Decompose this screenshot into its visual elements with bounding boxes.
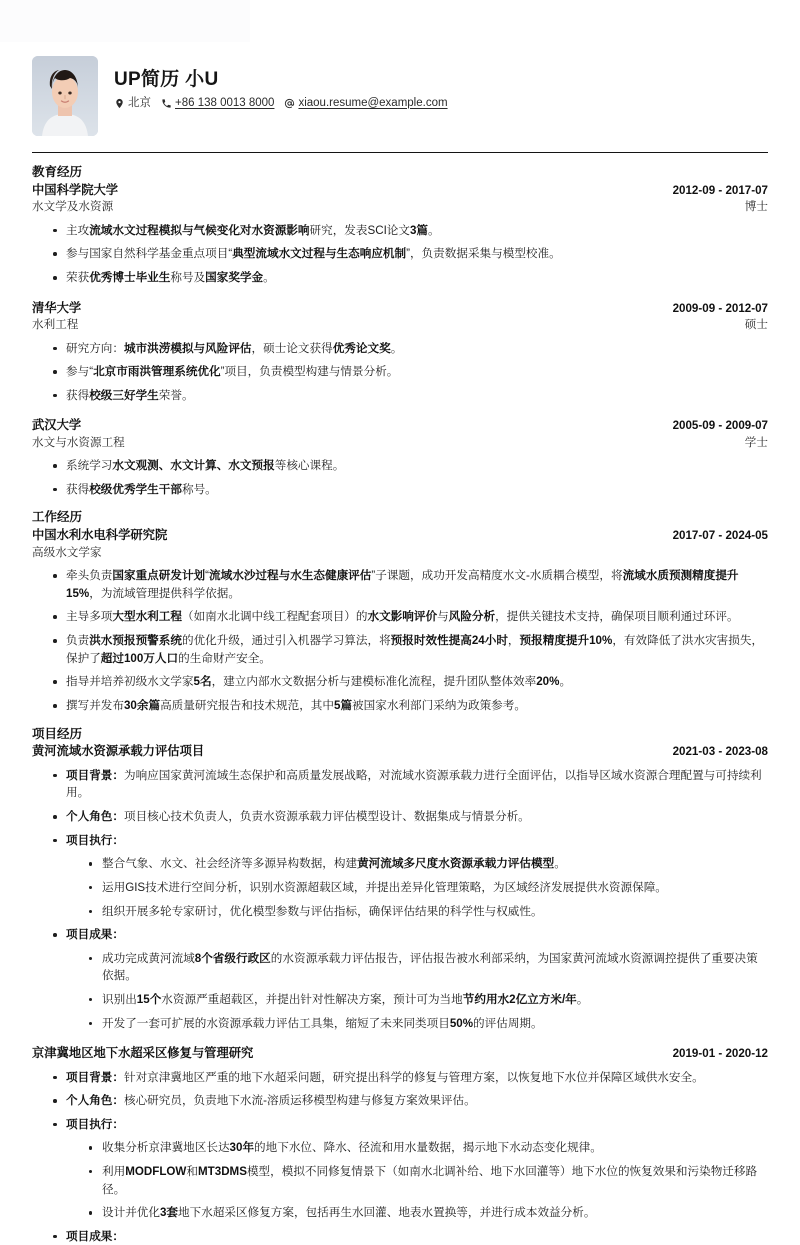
sub-bullet-list — [66, 950, 768, 1032]
entry-major: 水文与水资源工程 — [32, 435, 125, 449]
contact-location-text: 北京 — [128, 96, 151, 109]
entry-organization: 黄河流域水资源承载力评估项目 — [32, 744, 205, 759]
phone-icon — [161, 98, 172, 109]
location-pin-icon — [114, 98, 125, 109]
entry-period: 2019-01 - 2020-12 — [672, 1047, 768, 1061]
entry-degree: 博士 — [744, 200, 768, 214]
bullet-item: 个人角色：项目核心技术负责人，负责水资源承载力评估模型设计、数据集成与情景分析。 — [50, 808, 768, 826]
entry-header-row — [32, 527, 768, 544]
bullet-item: 获得校级优秀学生干部称号。 — [50, 481, 768, 499]
entry-major: 高级水文学家 — [32, 545, 102, 559]
resume-entry — [32, 743, 768, 1032]
resume-section — [32, 164, 768, 498]
resume-entry — [32, 1045, 768, 1245]
entry-bullet-list — [32, 457, 768, 498]
resume-entry — [32, 417, 768, 498]
sub-bullet-item: 整合气象、水文、社会经济等多源异构数据，构建黄河流域多尺度水资源承载力评估模型。 — [86, 855, 768, 873]
contact-email[interactable] — [284, 98, 447, 110]
resume-section — [32, 509, 768, 714]
sub-bullet-list — [66, 855, 768, 920]
entry-header-row — [32, 743, 768, 760]
bullet-group-label: 项目成果： — [66, 928, 124, 942]
entry-header-row — [32, 1045, 768, 1062]
bullet-item: 系统学习水文观测、水文计算、水文预报等核心课程。 — [50, 457, 768, 475]
page-top-band — [0, 0, 250, 42]
bullet-item: 荣获优秀博士毕业生称号及国家奖学金。 — [50, 269, 768, 287]
sub-bullet-item: 开发了一套可扩展的水资源承载力评估工具集，缩短了未来同类项目50%的评估周期。 — [86, 1015, 768, 1033]
entry-organization: 京津冀地区地下水超采区修复与管理研究 — [32, 1046, 254, 1061]
entry-period: 2012-09 - 2017-07 — [672, 183, 768, 197]
identity-block — [114, 56, 453, 109]
entry-organization: 中国科学院大学 — [32, 182, 119, 197]
sub-bullet-item: 利用MODFLOW和MT3DMS模型，模拟不同修复情景下（如南水北调补给、地下水回灌等）地下水位的恢复效果和污染物迁移路径。 — [86, 1163, 768, 1198]
entry-degree: 硕士 — [744, 318, 768, 332]
entry-major: 水文学及水资源 — [32, 200, 114, 214]
bullet-group — [50, 832, 768, 920]
contact-phone[interactable] — [161, 98, 274, 110]
entry-bullet-list — [32, 567, 768, 714]
avatar — [32, 56, 98, 136]
sub-bullet-item: 设计并优化3套地下水超采区修复方案，包括再生水回灌、地表水置换等，并进行成本效益分析。 — [86, 1204, 768, 1222]
entry-bullet-list — [32, 222, 768, 287]
entry-header-row — [32, 417, 768, 434]
bullet-item: 主攻流域水文过程模拟与气候变化对水资源影响研究，发表SCI论文3篇。 — [50, 222, 768, 240]
bullet-group — [50, 1228, 768, 1245]
entry-organization: 清华大学 — [32, 300, 82, 315]
entry-organization: 武汉大学 — [32, 418, 82, 433]
entry-period: 2017-07 - 2024-05 — [672, 529, 768, 543]
sub-bullet-item: 识别出15个水资源严重超载区，并提出针对性解决方案，预计可为当地节约用水2亿立方米/年。 — [86, 991, 768, 1009]
entry-bullet-list — [32, 767, 768, 1032]
entry-subtitle-row — [32, 317, 768, 333]
bullet-item: 撰写并发布30余篇高质量研究报告和技术规范，其中5篇被国家水利部门采纳为政策参考。 — [50, 697, 768, 715]
entry-header-row — [32, 300, 768, 317]
sub-bullet-item: 运用GIS技术进行空间分析，识别水资源超载区域，并提出差异化管理策略，为区域经济发展提供水资源保障。 — [86, 879, 768, 897]
sub-bullet-item: 收集分析京津冀地区长达30年的地下水位、降水、径流和用水量数据，揭示地下水动态变化规律。 — [86, 1139, 768, 1157]
contact-phone-text[interactable]: +86 138 0013 8000 — [175, 96, 275, 109]
sub-bullet-item: 成功完成黄河流域8个省级行政区的水资源承载力评估报告，评估报告被水利部采纳，为国家黄河流域水资源调控提供了重要决策依据。 — [86, 950, 768, 985]
bullet-group — [50, 926, 768, 1032]
bullet-group-label: 项目执行： — [66, 833, 124, 847]
sub-bullet-list — [66, 1139, 768, 1221]
bullet-group-label: 项目执行： — [66, 1117, 124, 1131]
entry-subtitle-row — [32, 199, 768, 215]
resume-entry — [32, 300, 768, 405]
entry-degree: 学士 — [744, 435, 768, 449]
entry-period: 2009-09 - 2012-07 — [672, 301, 768, 315]
bullet-item: 个人角色：核心研究员，负责地下水流-溶质运移模型构建与修复方案效果评估。 — [50, 1092, 768, 1110]
bullet-item: 主导多项大型水利工程（如南水北调中线工程配套项目）的水文影响评价与风险分析，提供关键技术支持，确保项目顺利通过环评。 — [50, 608, 768, 626]
resume-entry — [32, 527, 768, 714]
bullet-item: 获得校级三好学生荣誉。 — [50, 387, 768, 405]
section-title: 教育经历 — [32, 165, 83, 179]
at-email-icon — [284, 98, 295, 109]
resume-entry — [32, 182, 768, 287]
resume-body — [32, 164, 768, 1245]
bullet-group — [50, 1116, 768, 1222]
sub-bullet-item: 组织开展多轮专家研讨，优化模型参数与评估指标，确保评估结果的科学性与权威性。 — [86, 903, 768, 921]
section-title: 工作经历 — [32, 510, 83, 525]
entry-period: 2005-09 - 2009-07 — [672, 419, 768, 433]
entry-major: 水利工程 — [32, 318, 79, 332]
bullet-item: 研究方向：城市洪涝模拟与风险评估，硕士论文获得优秀论文奖。 — [50, 340, 768, 358]
bullet-item: 项目背景：为响应国家黄河流域生态保护和高质量发展战略，对流域水资源承载力进行全面评估，以指导区域水资源合理配置与可持续利用。 — [50, 767, 768, 802]
resume-section — [32, 726, 768, 1245]
bullet-item: 参与“北京市雨洪管理系统优化”项目，负责模型构建与情景分析。 — [50, 363, 768, 381]
contact-email-text[interactable]: xiaou.resume@example.com — [298, 96, 448, 109]
bullet-item: 参与国家自然科学基金重点项目“典型流域水文过程与生态响应机制”，负责数据采集与模型校准。 — [50, 245, 768, 263]
entry-period: 2021-03 - 2023-08 — [672, 745, 768, 759]
bullet-group-label: 项目成果： — [66, 1229, 124, 1243]
entry-bullet-list — [32, 340, 768, 405]
contact-line — [114, 98, 453, 110]
entry-header-row — [32, 182, 768, 199]
entry-subtitle-row — [32, 435, 768, 451]
contact-location — [114, 98, 151, 110]
entry-organization: 中国水利水电科学研究院 — [32, 528, 168, 543]
bullet-item: 项目背景：针对京津冀地区严重的地下水超采问题，研究提出科学的修复与管理方案，以恢复地下水位并保障区域供水安全。 — [50, 1069, 768, 1087]
section-title: 项目经历 — [32, 726, 83, 741]
bullet-item: 指导并培养初级水文学家5名，建立内部水文数据分析与建模标准化流程，提升团队整体效率20%。 — [50, 673, 768, 691]
header-divider — [32, 152, 768, 153]
entry-subtitle-row — [32, 545, 768, 561]
bullet-item: 牵头负责国家重点研发计划“流域水沙过程与水生态健康评估”子课题，成功开发高精度水文-水质耦合模型，将流域水质预测精度提升15%，为流域管理提供科学依据。 — [50, 567, 768, 602]
bullet-item: 负责洪水预报预警系统的优化升级，通过引入机器学习算法，将预报时效性提高24小时，预报精度提升10%，有效降低了洪水灾害损失，保护了超过100万人口的生命财产安全。 — [50, 632, 768, 667]
page-title: UP简历 小U — [114, 69, 219, 90]
entry-bullet-list — [32, 1069, 768, 1245]
